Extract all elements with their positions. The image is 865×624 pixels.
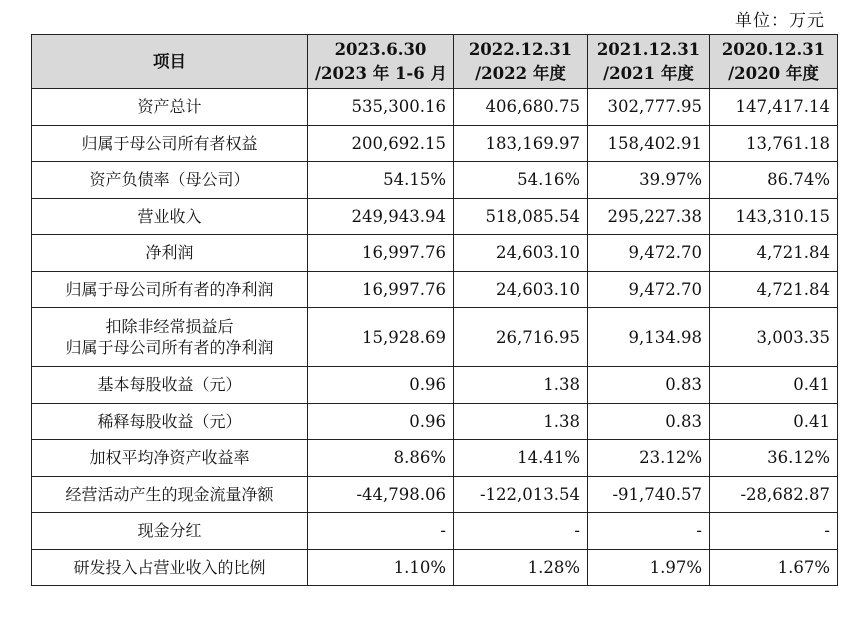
row-label: 归属于母公司所有者的净利润 — [32, 271, 308, 308]
header-period-date: 2022.12.31 — [468, 39, 573, 59]
cell-value: 406,680.75 — [454, 89, 588, 126]
table-row — [32, 549, 838, 586]
row-label-line2: 归属于母公司所有者的净利润 — [65, 338, 274, 357]
cell-value: -91,740.57 — [588, 476, 710, 513]
table-row — [32, 440, 838, 477]
cell-value: 9,134.98 — [588, 308, 710, 367]
cell-value: 0.96 — [308, 367, 454, 404]
cell-value: 16,997.76 — [308, 271, 454, 308]
row-label: 现金分红 — [32, 513, 308, 550]
cell-value: 23.12% — [588, 440, 710, 477]
cell-value: 302,777.95 — [588, 89, 710, 126]
cell-value: -44,798.06 — [308, 476, 454, 513]
cell-value: 24,603.10 — [454, 235, 588, 272]
cell-value: 3,003.35 — [710, 308, 838, 367]
row-label: 加权平均净资产收益率 — [32, 440, 308, 477]
cell-value: 1.97% — [588, 549, 710, 586]
row-label: 营业收入 — [32, 198, 308, 235]
row-label: 研发投入占营业收入的比例 — [32, 549, 308, 586]
cell-value: 183,169.97 — [454, 125, 588, 162]
table-row — [32, 271, 838, 308]
row-label: 经营活动产生的现金流量净额 — [32, 476, 308, 513]
header-period-label: /2023 年 1-6 月 — [315, 63, 447, 83]
cell-value: 13,761.18 — [710, 125, 838, 162]
cell-value: 24,603.10 — [454, 271, 588, 308]
header-period-2022 — [454, 35, 588, 89]
cell-value: 15,928.69 — [308, 308, 454, 367]
cell-value: 518,085.54 — [454, 198, 588, 235]
row-label: 归属于母公司所有者权益 — [32, 125, 308, 162]
table-row — [32, 367, 838, 404]
table-row — [32, 89, 838, 126]
header-item: 项目 — [32, 35, 308, 89]
cell-value: 1.28% — [454, 549, 588, 586]
cell-value: 535,300.16 — [308, 89, 454, 126]
cell-value: 54.16% — [454, 162, 588, 199]
table-row — [32, 403, 838, 440]
header-period-date: 2020.12.31 — [721, 39, 826, 59]
header-period-label: /2020 年度 — [728, 63, 819, 83]
table-row — [32, 308, 838, 367]
cell-value: 16,997.76 — [308, 235, 454, 272]
cell-value: 54.15% — [308, 162, 454, 199]
table-row — [32, 198, 838, 235]
row-label: 资产负债率（母公司） — [32, 162, 308, 199]
table-row — [32, 162, 838, 199]
table-body — [32, 89, 838, 586]
cell-value: 295,227.38 — [588, 198, 710, 235]
cell-value: 8.86% — [308, 440, 454, 477]
cell-value: 0.41 — [710, 367, 838, 404]
cell-value: 1.38 — [454, 367, 588, 404]
header-period-2020 — [710, 35, 838, 89]
table-row — [32, 513, 838, 550]
cell-value: 200,692.15 — [308, 125, 454, 162]
row-label-line1: 扣除非经常损益后 — [105, 317, 234, 336]
table-row — [32, 476, 838, 513]
row-label: 资产总计 — [32, 89, 308, 126]
cell-value: - — [308, 513, 454, 550]
cell-value: 36.12% — [710, 440, 838, 477]
table-row — [32, 125, 838, 162]
cell-value: -28,682.87 — [710, 476, 838, 513]
cell-value: 4,721.84 — [710, 271, 838, 308]
cell-value: 1.38 — [454, 403, 588, 440]
row-label — [32, 308, 308, 367]
cell-value: -122,013.54 — [454, 476, 588, 513]
cell-value: 9,472.70 — [588, 235, 710, 272]
cell-value: 147,417.14 — [710, 89, 838, 126]
cell-value: 39.97% — [588, 162, 710, 199]
cell-value: 1.67% — [710, 549, 838, 586]
table-header — [32, 35, 838, 89]
cell-value: 249,943.94 — [308, 198, 454, 235]
header-period-label: /2021 年度 — [603, 63, 694, 83]
cell-value: 0.96 — [308, 403, 454, 440]
header-period-label: /2022 年度 — [475, 63, 566, 83]
header-period-date: 2023.6.30 — [334, 39, 427, 59]
cell-value: 143,310.15 — [710, 198, 838, 235]
cell-value: - — [454, 513, 588, 550]
cell-value: 26,716.95 — [454, 308, 588, 367]
header-period-date: 2021.12.31 — [596, 39, 701, 59]
cell-value: 14.41% — [454, 440, 588, 477]
row-label: 净利润 — [32, 235, 308, 272]
cell-value: 158,402.91 — [588, 125, 710, 162]
header-period-2021 — [588, 35, 710, 89]
cell-value: 4,721.84 — [710, 235, 838, 272]
unit-note: 单位：万元 — [735, 11, 825, 31]
cell-value: - — [588, 513, 710, 550]
header-period-2023h1 — [308, 35, 454, 89]
cell-value: 9,472.70 — [588, 271, 710, 308]
financial-summary-table — [31, 34, 838, 586]
table-row — [32, 235, 838, 272]
row-label: 稀释每股收益（元） — [32, 403, 308, 440]
cell-value: 0.83 — [588, 403, 710, 440]
cell-value: 0.41 — [710, 403, 838, 440]
row-label: 基本每股收益（元） — [32, 367, 308, 404]
cell-value: - — [710, 513, 838, 550]
cell-value: 1.10% — [308, 549, 454, 586]
header-row — [32, 35, 838, 89]
cell-value: 86.74% — [710, 162, 838, 199]
cell-value: 0.83 — [588, 367, 710, 404]
